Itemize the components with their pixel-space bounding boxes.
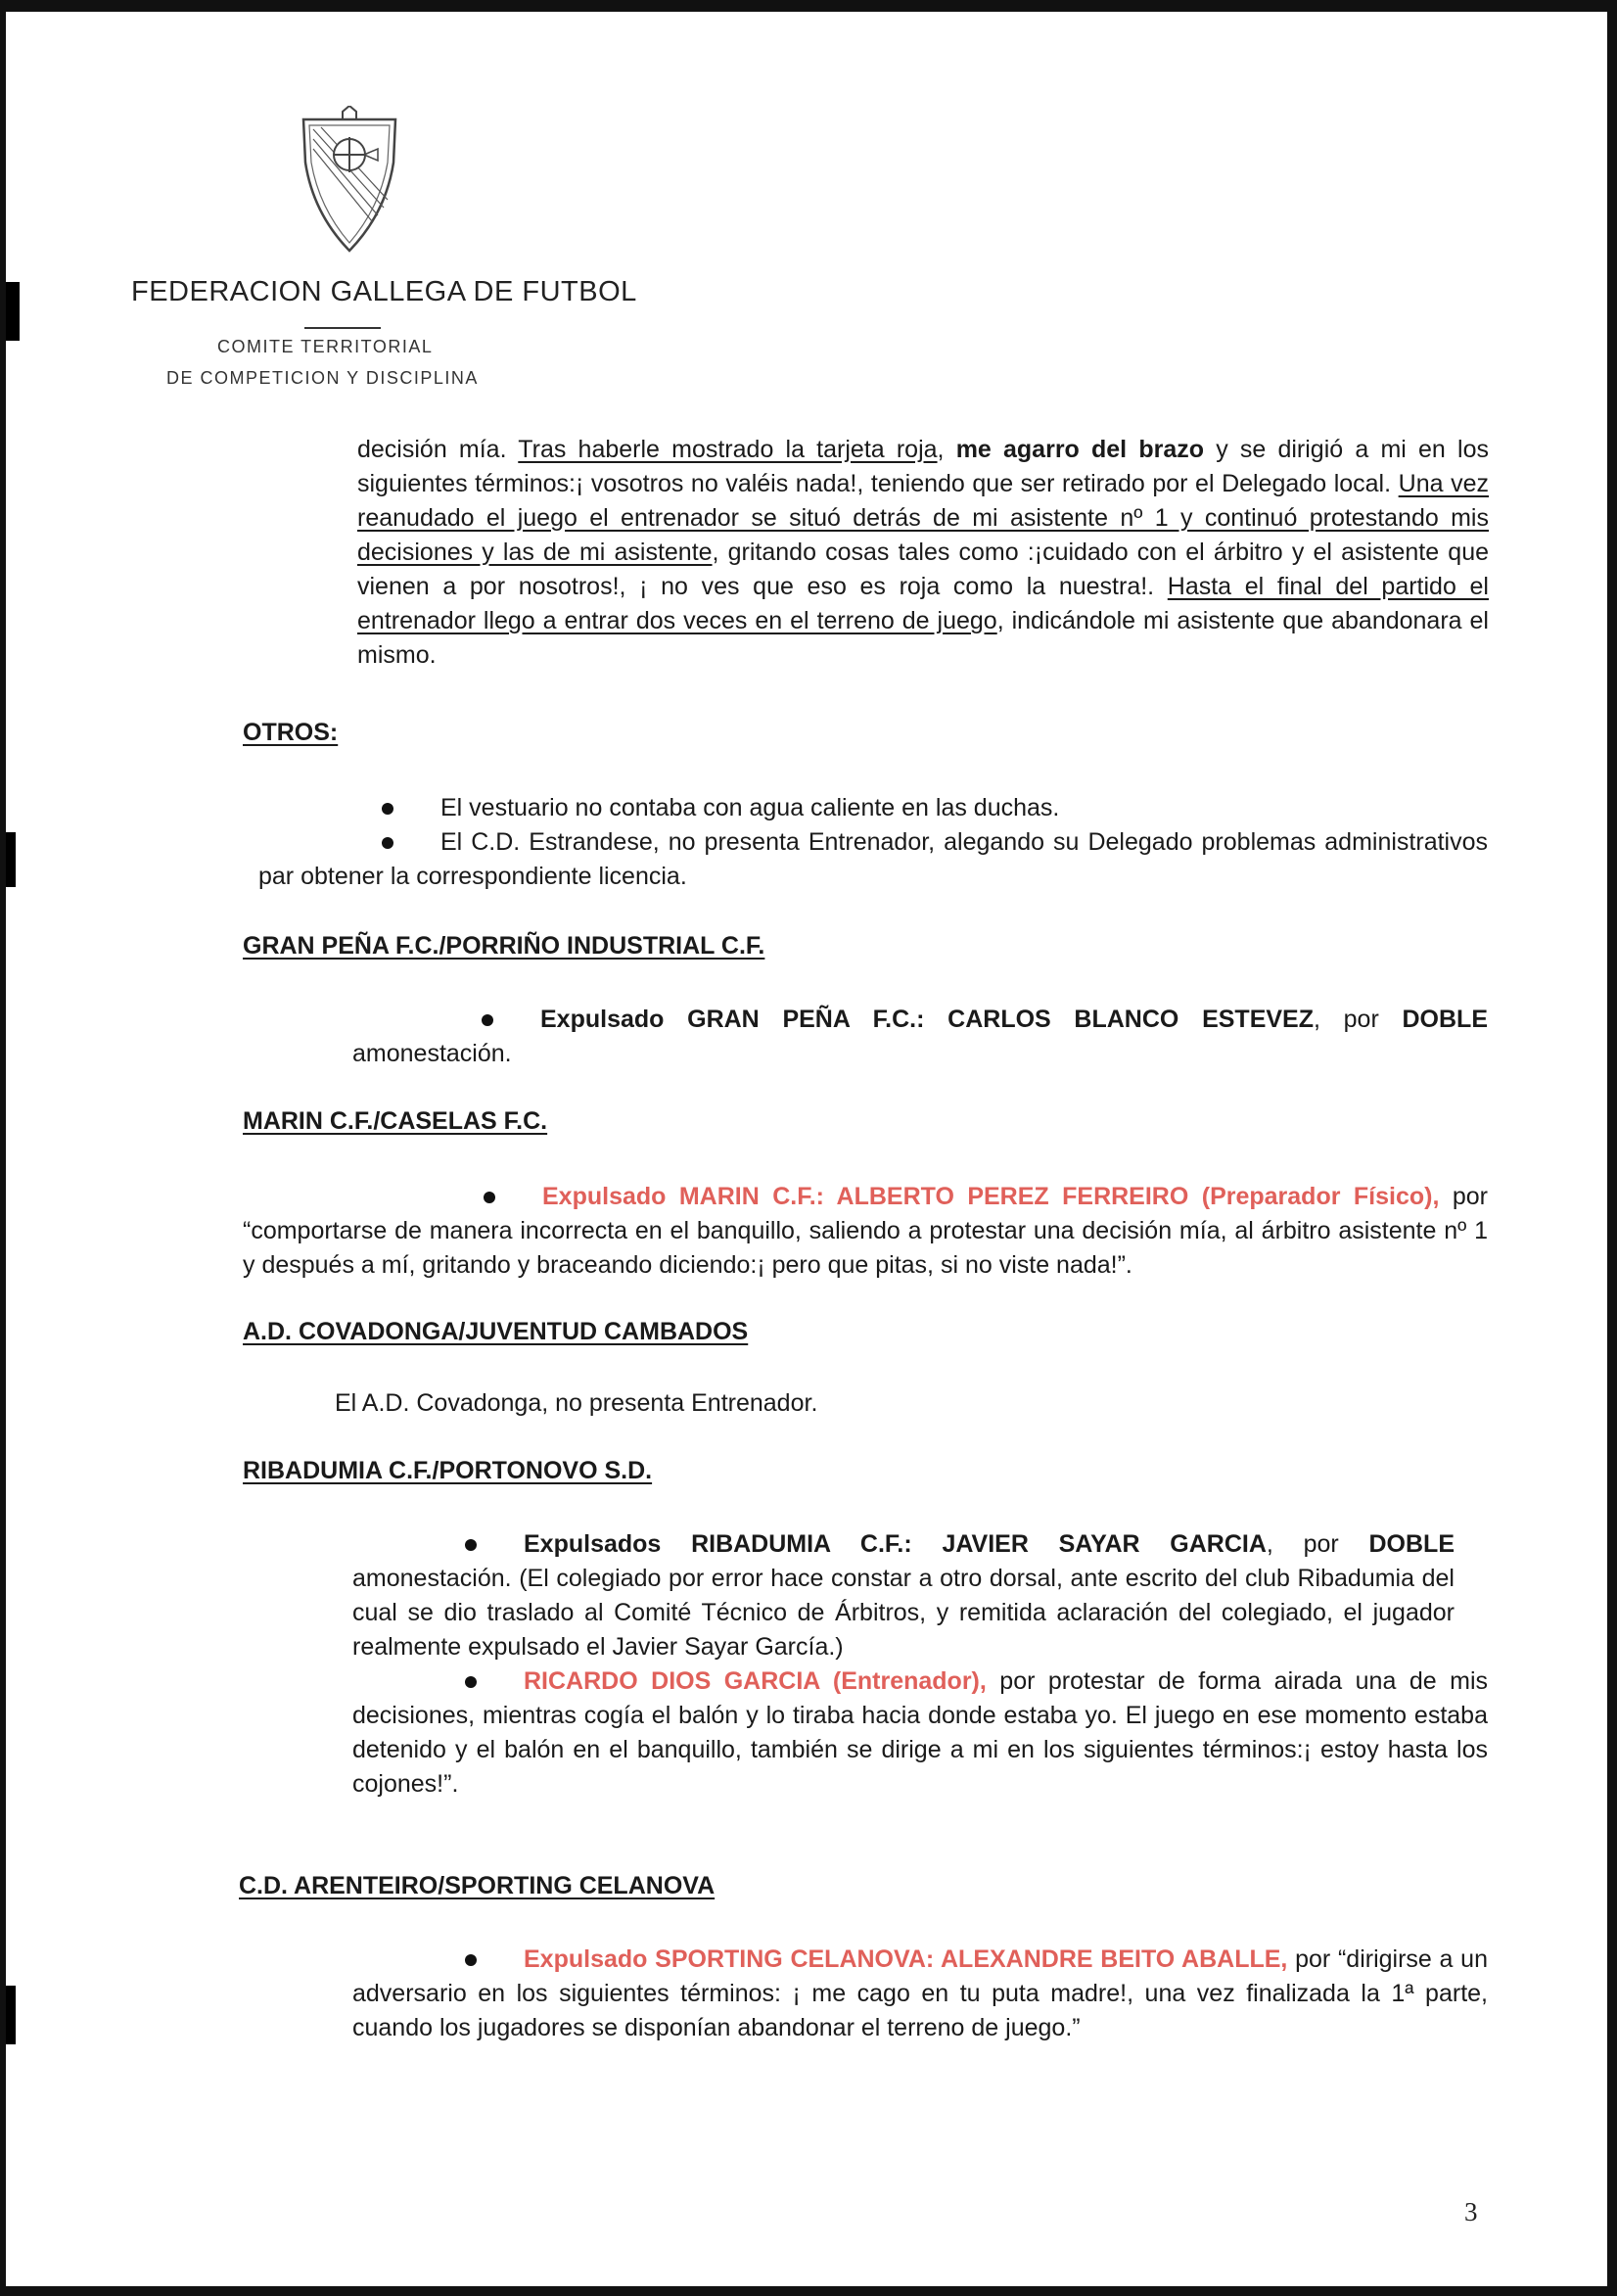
sanction-marin: Expulsado MARIN C.F.: ALBERTO PEREZ FERREIRO (Preparador Físico), por “comportarse de manera incorrecta en el banquillo, saliendo a protestar una decisión mía, al árbitro asistente nº 1 y después a mí, gritando y braceando diciendo:¡ pero que pitas, si no viste nada!”. [243,1183,1488,1279]
committee-line-1: COMITE TERRITORIAL [217,337,434,356]
bullet-icon [382,837,393,849]
sanction-gran-pena: Expulsado GRAN PEÑA F.C.: CARLOS BLANCO ESTEVEZ, por DOBLE amonestación. [352,1006,1488,1067]
committee-line-2: DE COMPETICION Y DISCIPLINA [166,368,479,388]
otros-heading: OTROS: [243,719,339,746]
report-intro-paragraph: decisión mía. Tras haberle mostrado la tarjeta roja, me agarro del brazo y se dirigió a mi en los siguientes términos:¡ vosotros no valéis nada!, teniendo que ser retirado por el Delegado local. Una vez reanudado el juego el entrenador se situó detrás de mi asistente nº 1 y continuó protestando mis decisiones y las de mi asistente, gritando cosas tales como :¡cuidado con el árbitro y el asistente que vienen a por nosotros!, ¡ no ves que eso es roja como la nuestra!. Hasta el final del partido el entrenador llego a entrar dos veces en el terreno de juego, indicándole mi asistente que abandonara el mismo. [357,436,1489,669]
sanction-celanova: Expulsado SPORTING CELANOVA: ALEXANDRE BEITO ABALLE, por “dirigirse a un adversario en los siguientes términos: ¡ me cago en tu puta madre!, una vez finalizada la 1ª parte, cuando los jugadores se disponían abandonar el terreno de juego.” [352,1945,1488,2041]
match-heading-arenteiro: C.D. ARENTEIRO/SPORTING CELANOVA [239,1872,716,1899]
bullet-icon [382,803,393,815]
sanction-ribadumia-coach: RICARDO DIOS GARCIA (Entrenador), por protestar de forma airada una de mis decisiones, mientras cogía el balón y lo tiraba hacia donde estaba yo. El juego en ese momento estaba detenido y el balón en el banquillo, también se dirige a mi en los siguientes términos:¡ estoy hasta los cojones!”. [352,1667,1488,1798]
document-page [6,12,1607,2286]
match-heading-ribadumia: RIBADUMIA C.F./PORTONOVO S.D. [243,1457,653,1484]
federation-name: FEDERACION GALLEGA DE FUTBOL [131,276,637,307]
match-heading-marin: MARIN C.F./CASELAS F.C. [243,1107,548,1135]
sanction-ribadumia-player: Expulsados RIBADUMIA C.F.: JAVIER SAYAR GARCIA, por DOBLE amonestación. (El colegiado por error hace constar a otro dorsal, ante escrito del club Ribadumia del cual se dio traslado al Comité Técnico de Árbitros, y remitida aclaración del colegiado, el jugador realmente expulsado el Javier Sayar García.) [352,1530,1455,1661]
scan-edge-mark [6,832,16,887]
federation-crest-logo [300,106,399,253]
match-heading-covadonga: A.D. COVADONGA/JUVENTUD CAMBADOS [243,1318,749,1345]
match-heading-gran-pena: GRAN PEÑA F.C./PORRIÑO INDUSTRIAL C.F. [243,932,765,960]
otros-item-1: El vestuario no contaba con agua caliente en las duchas. [382,791,1488,825]
bullet-icon [482,1014,493,1026]
page-number: 3 [1464,2197,1478,2226]
bullet-icon [465,1539,477,1551]
bullet-icon [465,1676,477,1688]
bullet-icon [484,1192,495,1203]
header-divider [304,327,381,329]
otros-item-2: El C.D. Estrandese, no presenta Entrenador, alegando su Delegado problemas administrativos par obtener la correspondiente licencia. [258,828,1488,890]
scan-edge-mark [6,1986,16,2044]
scan-edge-mark [6,282,20,341]
bullet-icon [465,1954,477,1966]
note-covadonga: El A.D. Covadonga, no presenta Entrenador. [335,1389,818,1417]
